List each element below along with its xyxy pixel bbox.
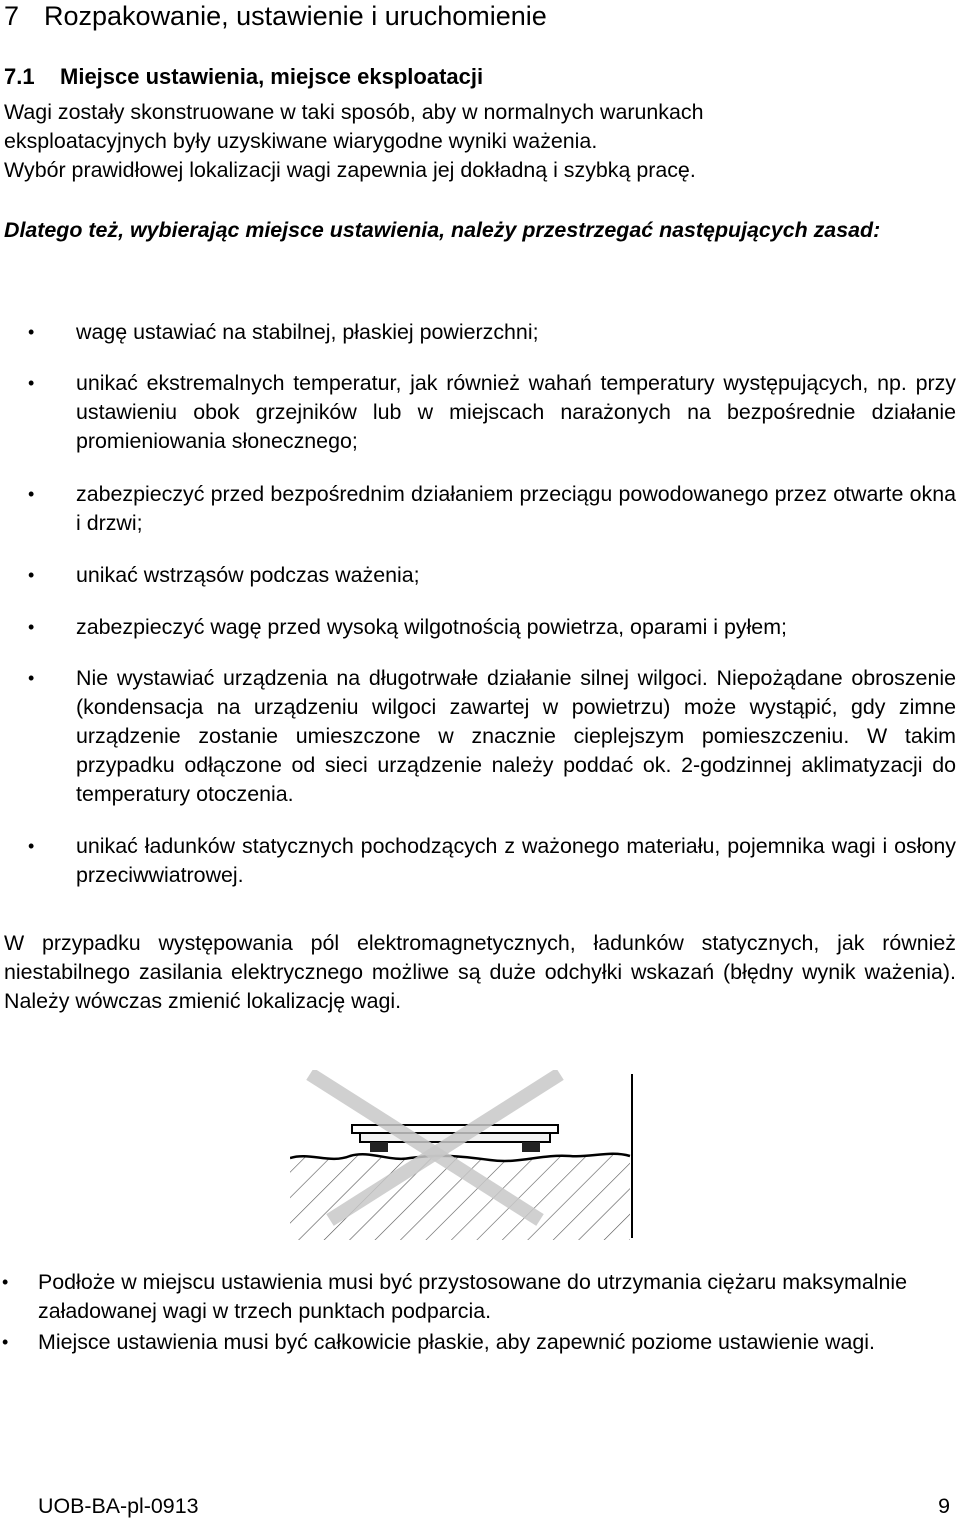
bullet-icon: • bbox=[28, 565, 35, 585]
list-item-text: unikać wstrząsów podczas ważenia; bbox=[76, 563, 420, 587]
bullet-icon: • bbox=[28, 322, 35, 342]
intro-line: Wagi zostały skonstruowane w taki sposób, aby w normalnych warunkach bbox=[4, 100, 704, 124]
rules-intro: Dlatego też, wybierając miejsce ustawienia, należy przestrzegać następujących zasad: bbox=[4, 218, 881, 242]
intro-line: Wybór prawidłowej lokalizacji wagi zapewnia jej dokładną i szybką pracę. bbox=[4, 158, 696, 182]
list-item bbox=[28, 561, 956, 590]
bullet-icon: • bbox=[28, 373, 35, 393]
bullet-icon: • bbox=[28, 617, 35, 637]
section-title: Miejsce ustawienia, miejsce eksploatacji bbox=[60, 64, 484, 89]
figure-drawing bbox=[290, 1070, 650, 1240]
intro-line: eksploatacyjnych były uzyskiwane wiarygodne wyniki ważenia. bbox=[4, 129, 598, 153]
list-item-text: wagę ustawiać na stabilnej, płaskiej powierzchni; bbox=[76, 320, 539, 344]
list-item bbox=[28, 664, 956, 809]
list-item bbox=[28, 318, 956, 347]
list-item-text: Nie wystawiać urządzenia na długotrwałe działanie silnej wilgoci. Niepożądane obroszenie (kondensacja na urządzeniu wilgoci zawartej w powietrzu) może wystąpić, gdy zimne urządzenie zostanie umieszczone w znacznie cieplejszym pomieszczeniu. W takim przypadku odłączone od sieci urządzenie należy poddać ok. 2-godzinnej aklimatyzacji do temperatury otoczenia. bbox=[76, 666, 956, 806]
document-id: UOB-BA-pl-0913 bbox=[38, 1494, 199, 1518]
intro-paragraph bbox=[4, 98, 954, 185]
list-item bbox=[28, 613, 956, 642]
warning-paragraph: W przypadku występowania pól elektromagnetycznych, ładunków statycznych, jak również niestabilnego zasilania elektrycznego możliwe są duże odchyłki wskazań (błędny wynik ważenia). Należy wówczas zmienić lokalizację wagi. bbox=[4, 931, 956, 1013]
list-item-text: zabezpieczyć wagę przed wysoką wilgotnością powietrza, oparami i pyłem; bbox=[76, 615, 787, 639]
bullet-icon: • bbox=[28, 484, 35, 504]
chapter-number: 7 bbox=[4, 1, 20, 31]
chapter-heading bbox=[4, 0, 547, 32]
list-item bbox=[28, 832, 956, 890]
list-item bbox=[2, 1268, 938, 1326]
page-number: 9 bbox=[938, 1494, 950, 1518]
list-item bbox=[28, 480, 956, 538]
scale-on-uneven-surface-crossed-icon bbox=[290, 1070, 650, 1240]
list-item-text: Podłoże w miejscu ustawienia musi być przystosowane do utrzymania ciężaru maksymalnie załadowanej wagi w trzech punktach podparcia. bbox=[38, 1270, 908, 1323]
bullet-icon: • bbox=[2, 1332, 9, 1352]
bullet-icon: • bbox=[28, 668, 35, 688]
chapter-title: Rozpakowanie, ustawienie i uruchomienie bbox=[44, 1, 547, 31]
list-item bbox=[2, 1328, 938, 1357]
list-item bbox=[28, 369, 956, 456]
list-item-text: zabezpieczyć przed bezpośrednim działaniem przeciągu powodowanego przez otwarte okna i drzwi; bbox=[76, 482, 956, 535]
list-item-text: unikać ekstremalnych temperatur, jak również wahań temperatury występujących, np. przy ustawieniu obok grzejników lub w miejscach narażonych na bezpośrednie działanie promieniowania słonecznego; bbox=[76, 371, 956, 453]
list-item-text: unikać ładunków statycznych pochodzących z ważonego materiału, pojemnika wagi i osłony przeciwwiatrowej. bbox=[76, 834, 956, 887]
bullet-icon: • bbox=[2, 1272, 9, 1292]
bullet-icon: • bbox=[28, 836, 35, 856]
section-number: 7.1 bbox=[4, 64, 35, 89]
list-item-text: Miejsce ustawienia musi być całkowicie płaskie, aby zapewnić poziome ustawienie wagi. bbox=[38, 1330, 875, 1354]
section-heading bbox=[4, 63, 483, 91]
